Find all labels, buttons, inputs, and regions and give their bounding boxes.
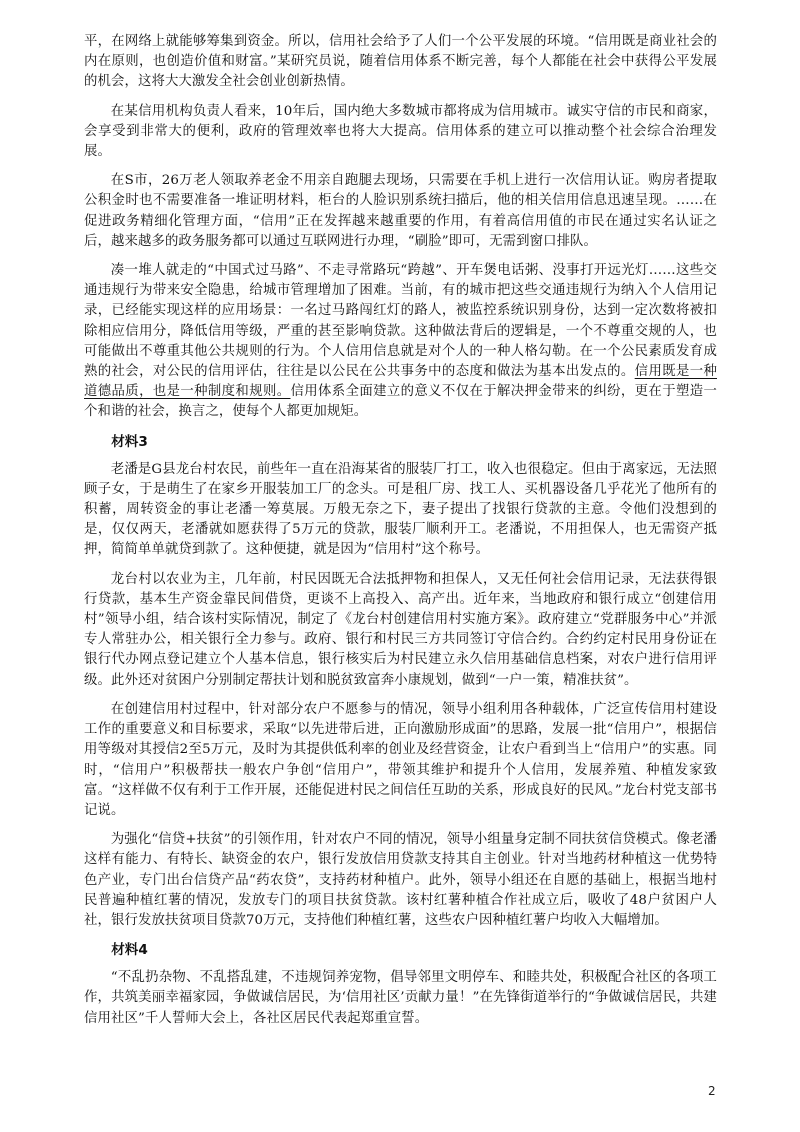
paragraph-text: 信用体系全面建立的意义不仅在于解决押金带来的纠纷，更在于塑造一个和谐的社会，换言之，使每个人都更加规矩。 xyxy=(84,384,717,420)
paragraph xyxy=(84,261,717,423)
paragraph: 老潘是G县龙台村农民，前些年一直在沿海某省的服装厂打工，收入也很稳定。但由于离家远，无法照顾子女，于是萌生了在家乡开服装加工厂的念头。可是租厂房、找工人、买机器设备几乎花光了他所有的积蓄，周转资金的事让老潘一筹莫展。万般无奈之下，妻子提出了找银行贷款的主意。令他们没想到的是，仅仅两天，老潘就如愿获得了5万元的贷款，服装厂顺利开工。老潘说，不用担保人，也无需资产抵押，简简单单就贷到款了。这种便捷，就是因为“信用村”这个称号。 xyxy=(84,461,717,558)
paragraph: 在创建信用村过程中，针对部分农户不愿参与的情况，领导小组利用各种载体，广泛宣传信用村建设工作的重要意义和目标要求，采取“以先进带后进，正向激励形成面”的思路，发展一批“信用户”，根据信用等级对其授信2至5万元，及时为其提供低利率的创业及经营资金，让农户看到当上“信用户”的实惠。同时，“信用户”积极帮扶一般农户争创“信用户”，带领其维护和提升个人信用，发展养殖、种植发家致富。“这样做不仅有利于工作开展，还能促进村民之间信任互助的关系，形成良好的民风。”龙台村党支部书记说。 xyxy=(84,701,717,818)
document-page xyxy=(84,32,717,1038)
paragraph: “不乱扔杂物、不乱搭乱建，不违规饲养宠物，倡导邻里文明停车、和睦共处，积极配合社区的各项工作，共筑美丽幸福家园，争做诚信居民，为‘信用社区’贡献力量！”在先锋街道举行的“争做诚信居民，共建信用社区”千人誓师大会上，各社区居民代表起郑重宣誓。 xyxy=(84,970,717,1026)
underlined-sentence: 信用既是一种道德品质，也是一种制度和规则。 xyxy=(84,364,717,400)
paragraph-text: 凑一堆人就走的“中国式过马路”、不走寻常路玩“跨越”、开车煲电话粥、没事打开远光灯……这些交通违规行为带来安全隐患，给城市管理增加了困难。当前，有的城市把这些交通违规行为纳入个人信用记录，已经能实现这样的应用场景：一名过马路闯红灯的路人，被监控系统识别身份，达到一定次数将被扣除相应信用分，降低信用等级，严重的甚至影响贷款。这种做法背后的逻辑是，一个不尊重交规的人，也可能做出不尊重其他公共规则的行为。个人信用信息就是对个人的一种人格勾勒。在一个公民素质发育成熟的社会，对公民的信用评估，往往是以公民在公共事务中的态度和做法为基本出发点的。 xyxy=(84,263,717,380)
page-number: 2 xyxy=(708,1084,716,1098)
paragraph: 平，在网络上就能够筹集到资金。所以，信用社会给予了人们一个公平发展的环境。“信用既是商业社会的内在原则，也创造价值和财富。”某研究员说，随着信用体系不断完善，每个人都能在社会中获得公平发展的机会，这将大大激发全社会创业创新热情。 xyxy=(84,34,717,90)
paragraph: 在某信用机构负责人看来，10年后，国内绝大多数城市都将成为信用城市。诚实守信的市民和商家，会享受到非常大的便利，政府的管理效率也将大大提高。信用体系的建立可以推动整个社会综合治理发展。 xyxy=(84,103,717,160)
paragraph: 龙台村以农业为主，几年前，村民因既无合法抵押物和担保人，又无任何社会信用记录，无法获得银行贷款，基本生产资金靠民间借贷，更谈不上高投入、高产出。近年来，当地政府和银行成立“创建信用村”领导小组，结合该村实际情况，制定了《龙台村创建信用村实施方案》。政府建立“党群服务中心”并派专人常驻办公，相关银行全力参与。政府、银行和村民三方共同签订守信合约。合约约定村民用身份证在银行代办网点登记建立个人基本信息，银行核实后为村民建立永久信用基础信息档案，对农户进行信用评级。此外还对贫困户分别制定帮扶计划和脱贫致富奔小康规划，做到“一户一策，精准扶贫”。 xyxy=(84,571,717,688)
section-heading-material-4: 材料4 xyxy=(111,942,148,959)
section-heading-material-3: 材料3 xyxy=(111,433,148,450)
paragraph: 为强化“信贷+扶贫”的引领作用，针对农户不同的情况，领导小组量身定制不同扶贫信贷模式。像老潘这样有能力、有特长、缺资金的农户，银行发放信用贷款支持其自主创业。针对当地药材种植这一优势特色产业，专门出台信贷产品“药农贷”，支持药材种植户。此外，领导小组还在自愿的基础上，根据当地村民普遍种植红薯的情况，发放专门的项目扶贫贷款。该村红薯种植合作社成立后，吸收了48户贫困户人社，银行发放扶贫项目贷款70万元，支持他们种植红薯，这些农户因种植红薯户均收入大幅增加。 xyxy=(84,832,717,928)
paragraph: 在S市，26万老人领取养老金不用亲自跑腿去现场，只需要在手机上进行一次信用认证。购房者提取公积金时也不需要准备一堆证明材料，柜台的人脸识别系统扫描后，他的相关信用信息迅速呈现。……在促进政务精细化管理方面，“信用”正在发挥越来越重要的作用，有着高信用值的市民在通过实名认证之后，越来越多的政务服务都可以通过互联网进行办理，“刷脸”即可，无需到窗口排队。 xyxy=(84,173,717,249)
